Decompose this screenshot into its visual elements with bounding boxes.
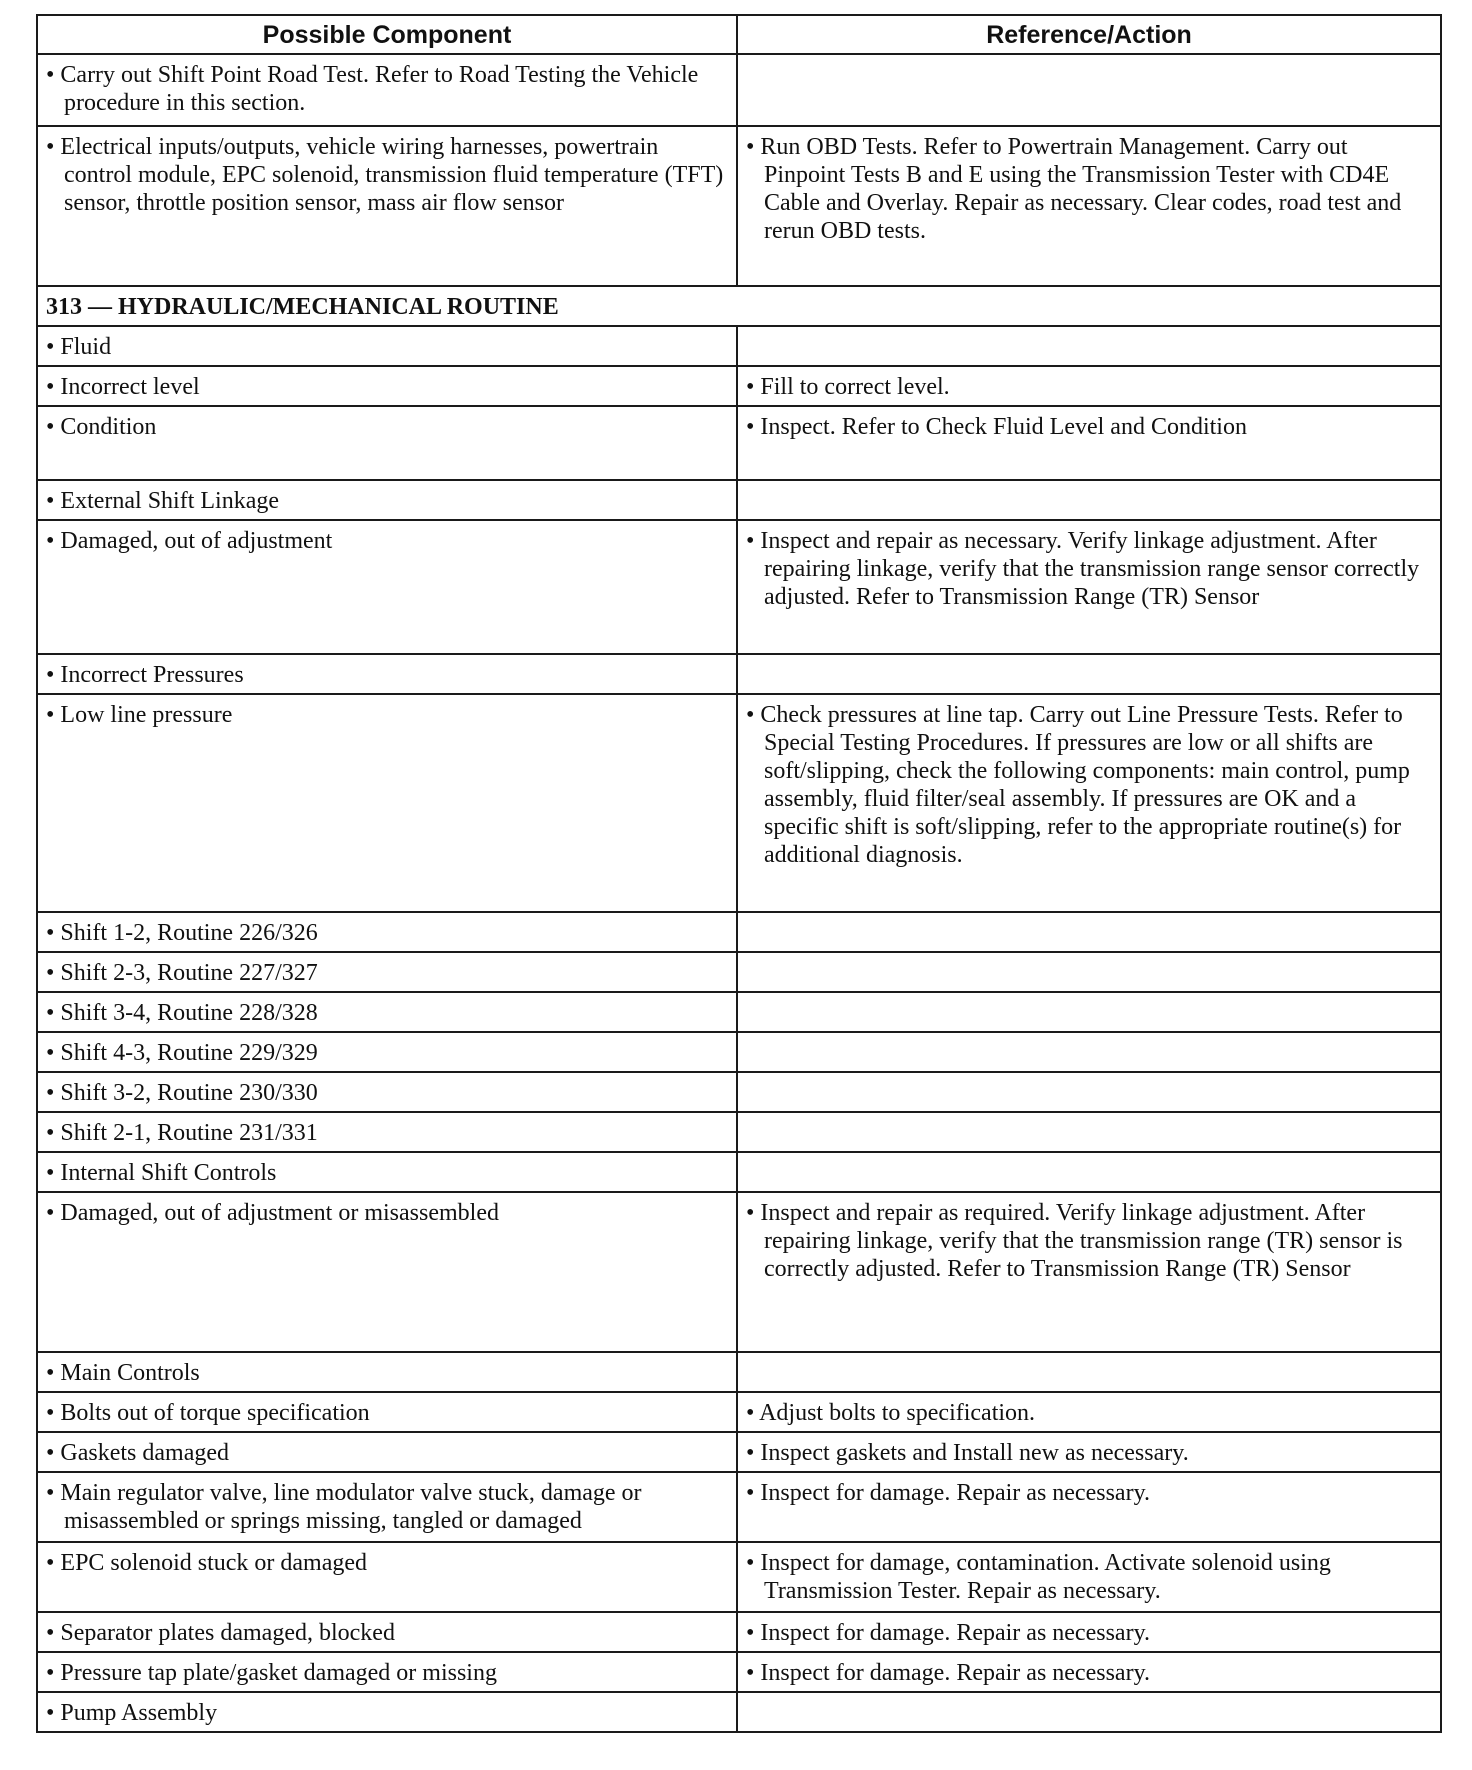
section-heading-row [37,286,1441,326]
action-text: • Inspect for damage. Repair as necessary. [746,1480,1151,1506]
header-possible-component: Possible Component [37,15,737,54]
diagnosis-table [36,14,1442,1733]
component-text: • Separator plates damaged, blocked [46,1620,395,1646]
reference-action-cell [737,520,1441,654]
component-text: • Internal Shift Controls [46,1160,277,1186]
possible-component-cell [37,1612,737,1652]
possible-component-cell [37,1072,737,1112]
possible-component-cell [37,654,737,694]
table-row [37,126,1441,286]
possible-component-cell [37,952,737,992]
reference-action-cell [737,1352,1441,1392]
reference-action-cell [737,126,1441,286]
table-row [37,1192,1441,1352]
table-row [37,1542,1441,1612]
action-text: • Inspect for damage. Repair as necessary. [746,1660,1151,1686]
reference-action-cell [737,1192,1441,1352]
component-text: • Condition [46,414,157,440]
component-text: • Shift 2-3, Routine 227/327 [46,960,318,986]
table-row [37,1072,1441,1112]
table-row [37,1472,1441,1542]
component-text: • EPC solenoid stuck or damaged [46,1550,368,1576]
reference-action-cell [737,912,1441,952]
possible-component-cell [37,1352,737,1392]
component-text: • Shift 3-2, Routine 230/330 [46,1080,318,1106]
component-text: • Shift 3-4, Routine 228/328 [46,1000,318,1026]
possible-component-cell [37,326,737,366]
action-text: • Run OBD Tests. Refer to Powertrain Management. Carry out Pinpoint Tests B and E using the Transmission Tester with CD4E Cable and Overlay. Repair as necessary. Clear codes, road test and rerun OBD tests. [746,134,1402,244]
action-text: • Inspect for damage, contamination. Activate solenoid using Transmission Tester. Repair as necessary. [746,1550,1331,1604]
reference-action-cell [737,1612,1441,1652]
component-text: • Main regulator valve, line modulator valve stuck, damage or misassembled or springs missing, tangled or damaged [46,1480,642,1534]
reference-action-cell [737,1542,1441,1612]
table-row [37,992,1441,1032]
header-row [37,15,1441,54]
component-text: • External Shift Linkage [46,488,280,514]
possible-component-cell [37,1542,737,1612]
possible-component-cell [37,520,737,654]
possible-component-cell [37,366,737,406]
table-row [37,694,1441,912]
component-text: • Damaged, out of adjustment or misassembled [46,1200,499,1226]
table-row [37,1612,1441,1652]
table-row [37,1152,1441,1192]
table-row [37,952,1441,992]
component-text: • Pump Assembly [46,1700,218,1726]
possible-component-cell [37,1192,737,1352]
possible-component-cell [37,694,737,912]
possible-component-cell [37,1432,737,1472]
reference-action-cell [737,1652,1441,1692]
reference-action-cell [737,1152,1441,1192]
possible-component-cell [37,406,737,480]
reference-action-cell [737,480,1441,520]
possible-component-cell [37,126,737,286]
reference-action-cell [737,1392,1441,1432]
table-row [37,1032,1441,1072]
table-row [37,480,1441,520]
possible-component-cell [37,1152,737,1192]
reference-action-cell [737,952,1441,992]
possible-component-cell [37,1032,737,1072]
table-row [37,654,1441,694]
table-row [37,1352,1441,1392]
table-row [37,1392,1441,1432]
component-text: • Pressure tap plate/gasket damaged or missing [46,1660,497,1686]
table-row [37,912,1441,952]
reference-action-cell [737,1112,1441,1152]
action-text: • Inspect and repair as necessary. Verify linkage adjustment. After repairing linkage, verify that the transmission range sensor correctly adjusted. Refer to Transmission Range (TR) Sensor [746,528,1420,610]
possible-component-cell [37,1472,737,1542]
component-text: • Shift 1-2, Routine 226/326 [46,920,318,946]
table-row [37,326,1441,366]
action-text: • Adjust bolts to specification. [746,1400,1036,1426]
reference-action-cell [737,54,1441,126]
table-row [37,1112,1441,1152]
component-text: • Incorrect level [46,374,200,400]
table-row [37,406,1441,480]
component-text: • Shift 2-1, Routine 231/331 [46,1120,318,1146]
component-text: • Electrical inputs/outputs, vehicle wiring harnesses, powertrain control module, EPC solenoid, transmission fluid temperature (TFT) sensor, throttle position sensor, mass air flow sensor [46,134,724,216]
component-text: • Damaged, out of adjustment [46,528,333,554]
table-row [37,1652,1441,1692]
reference-action-cell [737,992,1441,1032]
action-text: • Inspect for damage. Repair as necessary. [746,1620,1151,1646]
reference-action-cell [737,694,1441,912]
action-text: • Inspect and repair as required. Verify linkage adjustment. After repairing linkage, verify that the transmission range (TR) sensor is correctly adjusted. Refer to Transmission Range (TR) Sensor [746,1200,1403,1282]
possible-component-cell [37,480,737,520]
table-row [37,520,1441,654]
reference-action-cell [737,326,1441,366]
component-text: • Fluid [46,334,112,360]
reference-action-cell [737,1432,1441,1472]
possible-component-cell [37,54,737,126]
action-text: • Inspect. Refer to Check Fluid Level and Condition [746,414,1247,440]
reference-action-cell [737,1472,1441,1542]
possible-component-cell [37,912,737,952]
header-reference-action: Reference/Action [737,15,1441,54]
table-row [37,1432,1441,1472]
component-text: • Shift 4-3, Routine 229/329 [46,1040,318,1066]
reference-action-cell [737,654,1441,694]
table-row [37,366,1441,406]
section-heading: 313 — HYDRAULIC/MECHANICAL ROUTINE [37,286,1441,326]
component-text: • Gaskets damaged [46,1440,230,1466]
component-text: • Low line pressure [46,702,233,728]
component-text: • Carry out Shift Point Road Test. Refer to Road Testing the Vehicle procedure in this section. [46,62,699,116]
table-row [37,54,1441,126]
possible-component-cell [37,1112,737,1152]
reference-action-cell [737,1032,1441,1072]
reference-action-cell [737,1692,1441,1732]
reference-action-cell [737,366,1441,406]
component-text: • Bolts out of torque specification [46,1400,370,1426]
table-row [37,1692,1441,1732]
component-text: • Incorrect Pressures [46,662,244,688]
action-text: • Fill to correct level. [746,374,950,400]
component-text: • Main Controls [46,1360,200,1386]
possible-component-cell [37,992,737,1032]
possible-component-cell [37,1392,737,1432]
action-text: • Inspect gaskets and Install new as necessary. [746,1440,1189,1466]
reference-action-cell [737,406,1441,480]
table-body [37,54,1441,1732]
action-text: • Check pressures at line tap. Carry out Line Pressure Tests. Refer to Special Testing Procedures. If pressures are low or all shifts are soft/slipping, check the following components: main control, pump assembly, fluid filter/seal assembly. If pressures are OK and a specific shift is soft/slipping, refer to the appropriate routine(s) for additional diagnosis. [746,702,1410,868]
possible-component-cell [37,1692,737,1732]
possible-component-cell [37,1652,737,1692]
reference-action-cell [737,1072,1441,1112]
